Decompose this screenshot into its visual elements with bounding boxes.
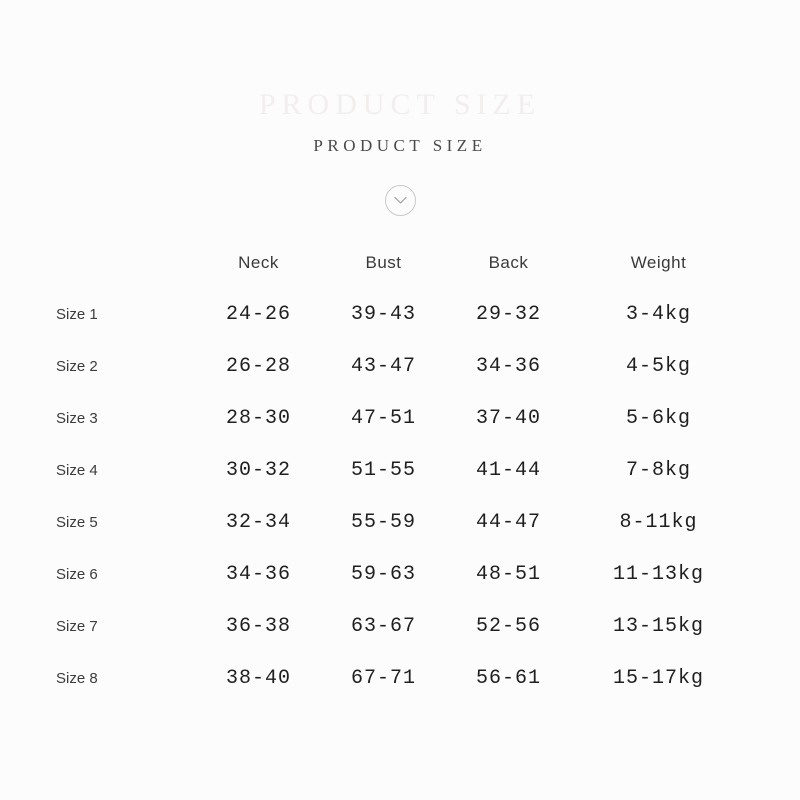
cell-size-5-neck: 32-34 [225,510,291,534]
row-label-size-3: Size 3 [56,409,98,427]
cell-size-1-bust: 39-43 [350,302,416,326]
cell-size-5-weight: 8-11kg [619,510,698,534]
cell-size-3-bust: 47-51 [350,406,416,430]
cell-size-8-bust: 67-71 [350,666,416,690]
chevron-down-icon [385,185,416,216]
column-header-back: Back [488,253,529,272]
cell-size-5-back: 44-47 [475,510,541,534]
size-table [56,238,746,704]
table-corner-cell [56,238,196,288]
cell-size-2-weight: 4-5kg [625,354,691,378]
row-label-size-6: Size 6 [56,565,98,583]
cell-size-3-neck: 28-30 [225,406,291,430]
cell-size-4-back: 41-44 [475,458,541,482]
cell-size-7-bust: 63-67 [350,614,416,638]
cell-size-5-bust: 55-59 [350,510,416,534]
cell-size-8-back: 56-61 [475,666,541,690]
cell-size-7-neck: 36-38 [225,614,291,638]
table-row [56,496,746,548]
cell-size-4-bust: 51-55 [350,458,416,482]
table-row [56,392,746,444]
row-label-size-1: Size 1 [56,305,98,323]
watermark-title: PRODUCT SIZE [258,88,542,121]
cell-size-2-bust: 43-47 [350,354,416,378]
page-title: PRODUCT SIZE [313,136,487,155]
cell-size-7-back: 52-56 [475,614,541,638]
cell-size-4-neck: 30-32 [225,458,291,482]
row-label-size-5: Size 5 [56,513,98,531]
table-row [56,340,746,392]
cell-size-6-weight: 11-13kg [612,562,704,586]
cell-size-8-weight: 15-17kg [612,666,704,690]
cell-size-3-weight: 5-6kg [625,406,691,430]
cell-size-8-neck: 38-40 [225,666,291,690]
cell-size-2-back: 34-36 [475,354,541,378]
cell-size-7-weight: 13-15kg [612,614,704,638]
table-row [56,288,746,340]
column-header-neck: Neck [238,253,279,272]
column-header-weight: Weight [630,253,687,272]
cell-size-6-back: 48-51 [475,562,541,586]
cell-size-1-weight: 3-4kg [625,302,691,326]
table-header-row [56,238,746,288]
table-row [56,652,746,704]
table-row [56,548,746,600]
cell-size-3-back: 37-40 [475,406,541,430]
row-label-size-2: Size 2 [56,357,98,375]
chevron-down-badge [0,185,800,216]
row-label-size-8: Size 8 [56,669,98,687]
table-row [56,600,746,652]
row-label-size-4: Size 4 [56,461,98,479]
table-row [56,444,746,496]
cell-size-1-neck: 24-26 [225,302,291,326]
column-header-bust: Bust [365,253,402,272]
cell-size-6-bust: 59-63 [350,562,416,586]
row-label-size-7: Size 7 [56,617,98,635]
cell-size-2-neck: 26-28 [225,354,291,378]
cell-size-4-weight: 7-8kg [625,458,691,482]
cell-size-6-neck: 34-36 [225,562,291,586]
cell-size-1-back: 29-32 [475,302,541,326]
